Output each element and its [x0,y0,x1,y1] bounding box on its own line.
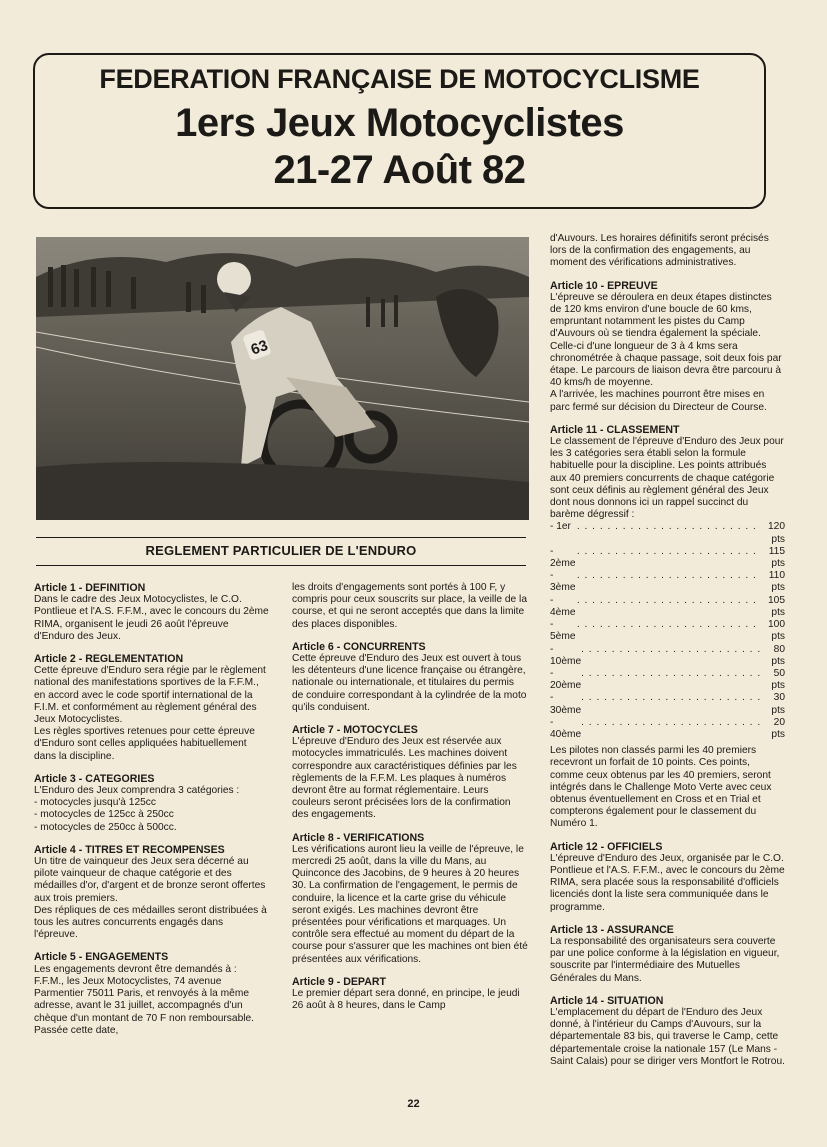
points-row [550,570,785,594]
article-11 [550,424,785,831]
points-row [550,521,785,545]
enduro-rider-photo [36,237,529,520]
section-title: REGLEMENT PARTICULIER DE L'ENDURO [145,543,417,558]
article-12 [550,841,785,914]
column-1 [34,582,269,1037]
points-row [550,717,785,741]
leader-dots: . . . . . . . . . . . . . . . . . . . . . . . . [576,570,757,582]
leader-dots: . . . . . . . . . . . . . . . . . . . . . . . . [581,692,762,704]
header-frame [33,53,766,209]
article-13 [550,924,785,985]
article-title: Article 2 - REGLEMENTATION [34,653,184,666]
points-rank: - 1er [550,521,571,533]
article-title: Article 6 - CONCURRENTS [292,640,426,653]
points-rank: - 10ème [550,643,582,667]
page-number: 22 [407,1098,420,1110]
points-value: 105 pts [768,594,785,618]
article-text: Le classement de l'épreuve d'Enduro des Jeux pour les 3 catégories sera établi selon la formule habituelle pour la discipline. Les points attribués aux 40 premiers concurrents de chaque catégorie sont ceux définis au règlement général des Jeux dont nous donnons ici un rappel succinct du barème dégressif : [550,436,784,521]
list-item: - motocycles de 125cc à 250cc [34,809,174,821]
photo-illustration [36,237,529,520]
points-row [550,668,785,692]
article-title: Article 5 - ENGAGEMENTS [34,951,169,964]
points-value: 100 pts [768,619,785,643]
points-value: 20 pts [771,716,785,740]
points-rank: - 2ème [550,545,576,570]
article-text: L'épreuve d'Enduro des Jeux, organisée par le C.O. Pontlieue et l'A.S. F.F.M., avec le concours du 2ème RIMA, sera placée sous la responsabilité d'officiels licenciés dont la liste sera communiquée dans le programme. [550,852,785,913]
article-9-continued [550,233,785,270]
leader-dots: . . . . . . . . . . . . . . . . . . . . . . . . [581,643,762,655]
article-4 [34,844,269,942]
points-value: 50 pts [771,667,785,692]
article-text: Un titre de vainqueur des Jeux sera décerné au pilote vainqueur de chaque catégorie et des médailles d'or, d'argent et de bronze seront offertes aux trois premiers. [34,856,266,904]
article-text: les droits d'engagements sont portés à 100 F, y compris pour ceux souscrits sur place, la veille de la course, et qui ne seront acceptés que dans la limite des places disponibles. [292,582,527,630]
article-14 [550,995,785,1068]
points-value: 120 pts [768,521,785,545]
article-title: Article 4 - TITRES ET RECOMPENSES [34,843,225,856]
leader-dots: . . . . . . . . . . . . . . . . . . . . . . . . [576,619,757,631]
article-1 [34,582,269,643]
article-title: Article 12 - OFFICIELS [550,840,663,853]
section-rule-bottom [36,565,526,566]
article-text: Cette épreuve d'Enduro des Jeux est ouvert à tous les détenteurs d'une licence française ou étrangère, nationale ou internationale, et titulaires du permis de conduire correspondant à la cylindrée de la moto qu'ils conduisent. [292,653,527,713]
article-title: Article 13 - ASSURANCE [550,923,674,936]
article-text: L'épreuve d'Enduro des Jeux est réservée aux motocycles immatriculés. Les machines doivent correspondre aux caractéristiques définies par les règlements de la F.F.M. Les plaques à numéros devront être au format réglementaire. Leurs couleurs seront précisées lors de la confirmation des engagements. [292,736,517,821]
points-row [550,619,785,643]
article-9 [292,976,528,1013]
article-text: Les pilotes non classés parmi les 40 premiers recevront un forfait de 10 points. Ces points, comme ceux obtenus par les 40 premiers, seront intégrés dans le Challenge Moto Verte avec ceux obtenus éventuellement en Cross et en Trial et compterons également pour le classement du Numéro 1. [550,745,772,830]
leader-dots: . . . . . . . . . . . . . . . . . . . . . . . . [581,667,762,679]
article-5-continued [292,582,528,631]
list-item: - motocycles de 250cc à 500cc. [34,821,177,833]
points-row [550,644,785,668]
points-rank: - 30ème [550,692,582,716]
article-text: L'Enduro des Jeux comprendra 3 catégories : [34,785,240,797]
column-2 [292,582,528,1013]
article-title: Article 11 - CLASSEMENT [550,423,680,436]
column-3 [550,233,785,1068]
points-rank: - 40ème [550,716,582,740]
article-text: Dans le cadre des Jeux Motocyclistes, le C.O. Pontlieue et l'A.S. F.F.M., avec le concours du 2ème RIMA, organisent le jeudi 26 août l'épreuve d'Enduro des Jeux. [34,594,269,642]
event-title: 1ers Jeux Motocyclistes [175,101,624,145]
article-6 [292,641,528,714]
points-value: 115 pts [768,545,785,570]
points-rank: - 20ème [550,667,582,692]
article-text: Cette épreuve d'Enduro sera régie par le règlement national des manifestations sportives de la F.F.M., en accord avec le code sportif international de la F.I.M. et conformément au règlement général des Jeux Motocyclistes. [34,665,266,726]
points-value: 80 pts [771,643,785,667]
article-text: La responsabilité des organisateurs sera couverte par une police conforme à la législation en vigueur, souscrite par l'intermédiaire des Mutuelles Générales du Mans. [550,935,780,984]
article-title: Article 3 - CATEGORIES [34,772,155,785]
points-rank: - 4ème [550,594,576,618]
leader-dots: . . . . . . . . . . . . . . . . . . . . . . . . [576,594,757,606]
article-3 [34,773,269,834]
points-rank: - 5ème [550,619,576,643]
list-item: - motocycles jusqu'à 125cc [34,797,156,809]
article-title: Article 7 - MOTOCYCLES [292,724,418,737]
article-7 [292,724,528,822]
event-dates: 21-27 Août 82 [273,148,526,192]
article-5 [34,951,269,1036]
article-title: Article 1 - DEFINITION [34,582,146,594]
points-value: 110 pts [768,570,785,594]
article-title: Article 10 - EPREUVE [550,279,658,292]
article-title: Article 14 - SITUATION [550,994,664,1007]
leader-dots: . . . . . . . . . . . . . . . . . . . . . . . . [576,545,757,557]
federation-title: FEDERATION FRANÇAISE DE MOTOCYCLISME [99,64,700,94]
article-text: Le premier départ sera donné, en principe, le jeudi 26 août à 8 heures, dans le Camp [292,988,520,1012]
points-row [550,546,785,570]
leader-dots: . . . . . . . . . . . . . . . . . . . . . . . . [581,716,762,728]
article-10 [550,280,785,414]
article-text: A l'arrivée, les machines pourront être mises en parc fermé sur décision du Directeur de Course. [550,389,767,413]
article-title: Article 9 - DEPART [292,975,386,988]
article-2 [34,653,269,763]
article-text: Les règles sportives retenues pour cette épreuve d'Enduro sont celles appliquées habituellement dans la discipline. [34,726,255,762]
article-text: Des répliques de ces médailles seront distribuées à tous les autres concurrents engagés dans l'épreuve. [34,904,267,941]
bib-number: 63 [248,336,271,359]
points-rank: - 3ème [550,570,576,594]
points-row [550,595,785,619]
article-8 [292,832,528,966]
article-text: Les vérifications auront lieu la veille de l'épreuve, le mercredi 25 août, dans la ville du Mans, au Quinconce des Jacobins, de 9 heures à 20 heures 30. La confirmation de l'engagement, le permis de conduire, la licence et la carte grise du véhicule seront exigés. Les machines devront être présentées pour vérifications et marquages. Un contrôle sera effectué au moment du départ de la course pour s'assurer que les machines ont bien été présentées aux vérifications. [292,843,528,965]
points-table [550,521,785,741]
article-title: Article 8 - VERIFICATIONS [292,831,425,844]
article-text: L'épreuve se déroulera en deux étapes distinctes de 120 kms environ d'une boucle de 60 kms, empruntant notamment les pistes du Camp d'Auvours où se tiendra également la spéciale. Celle-ci d'une longueur de 3 à 4 kms sera chronométrée à chaque passage, soit deux fois par étape. Le parcours de liaison devra être parcouru à 40 kms/h de moyenne. [550,291,782,389]
section-rule-top [36,537,526,538]
article-text: Les engagements devront être demandés à : F.F.M., les Jeux Motocyclistes, 74 avenue Parmentier 75011 Paris, et renvoyés à la même adresse, avant le 31 juillet, accompagnés d'un chèque d'un montant de 70 F non remboursable. Passée cette date, [34,963,254,1036]
points-value: 30 pts [771,692,785,716]
article-text: d'Auvours. Les horaires définitifs seront précisés lors de la confirmation des engagements, au moment des vérifications administratives. [550,233,769,269]
article-text: L'emplacement du départ de l'Enduro des Jeux donné, à l'intérieur du Camps d'Auvours, sur la départementale 83 bis, qui traverse le Camp, cette départementale croise la nationale 157 (Le Mans - Saint Calais) pour se diriger vers Montfort le Rotrou. [550,1006,785,1067]
leader-dots: . . . . . . . . . . . . . . . . . . . . . . . . [576,521,757,533]
points-row [550,692,785,716]
